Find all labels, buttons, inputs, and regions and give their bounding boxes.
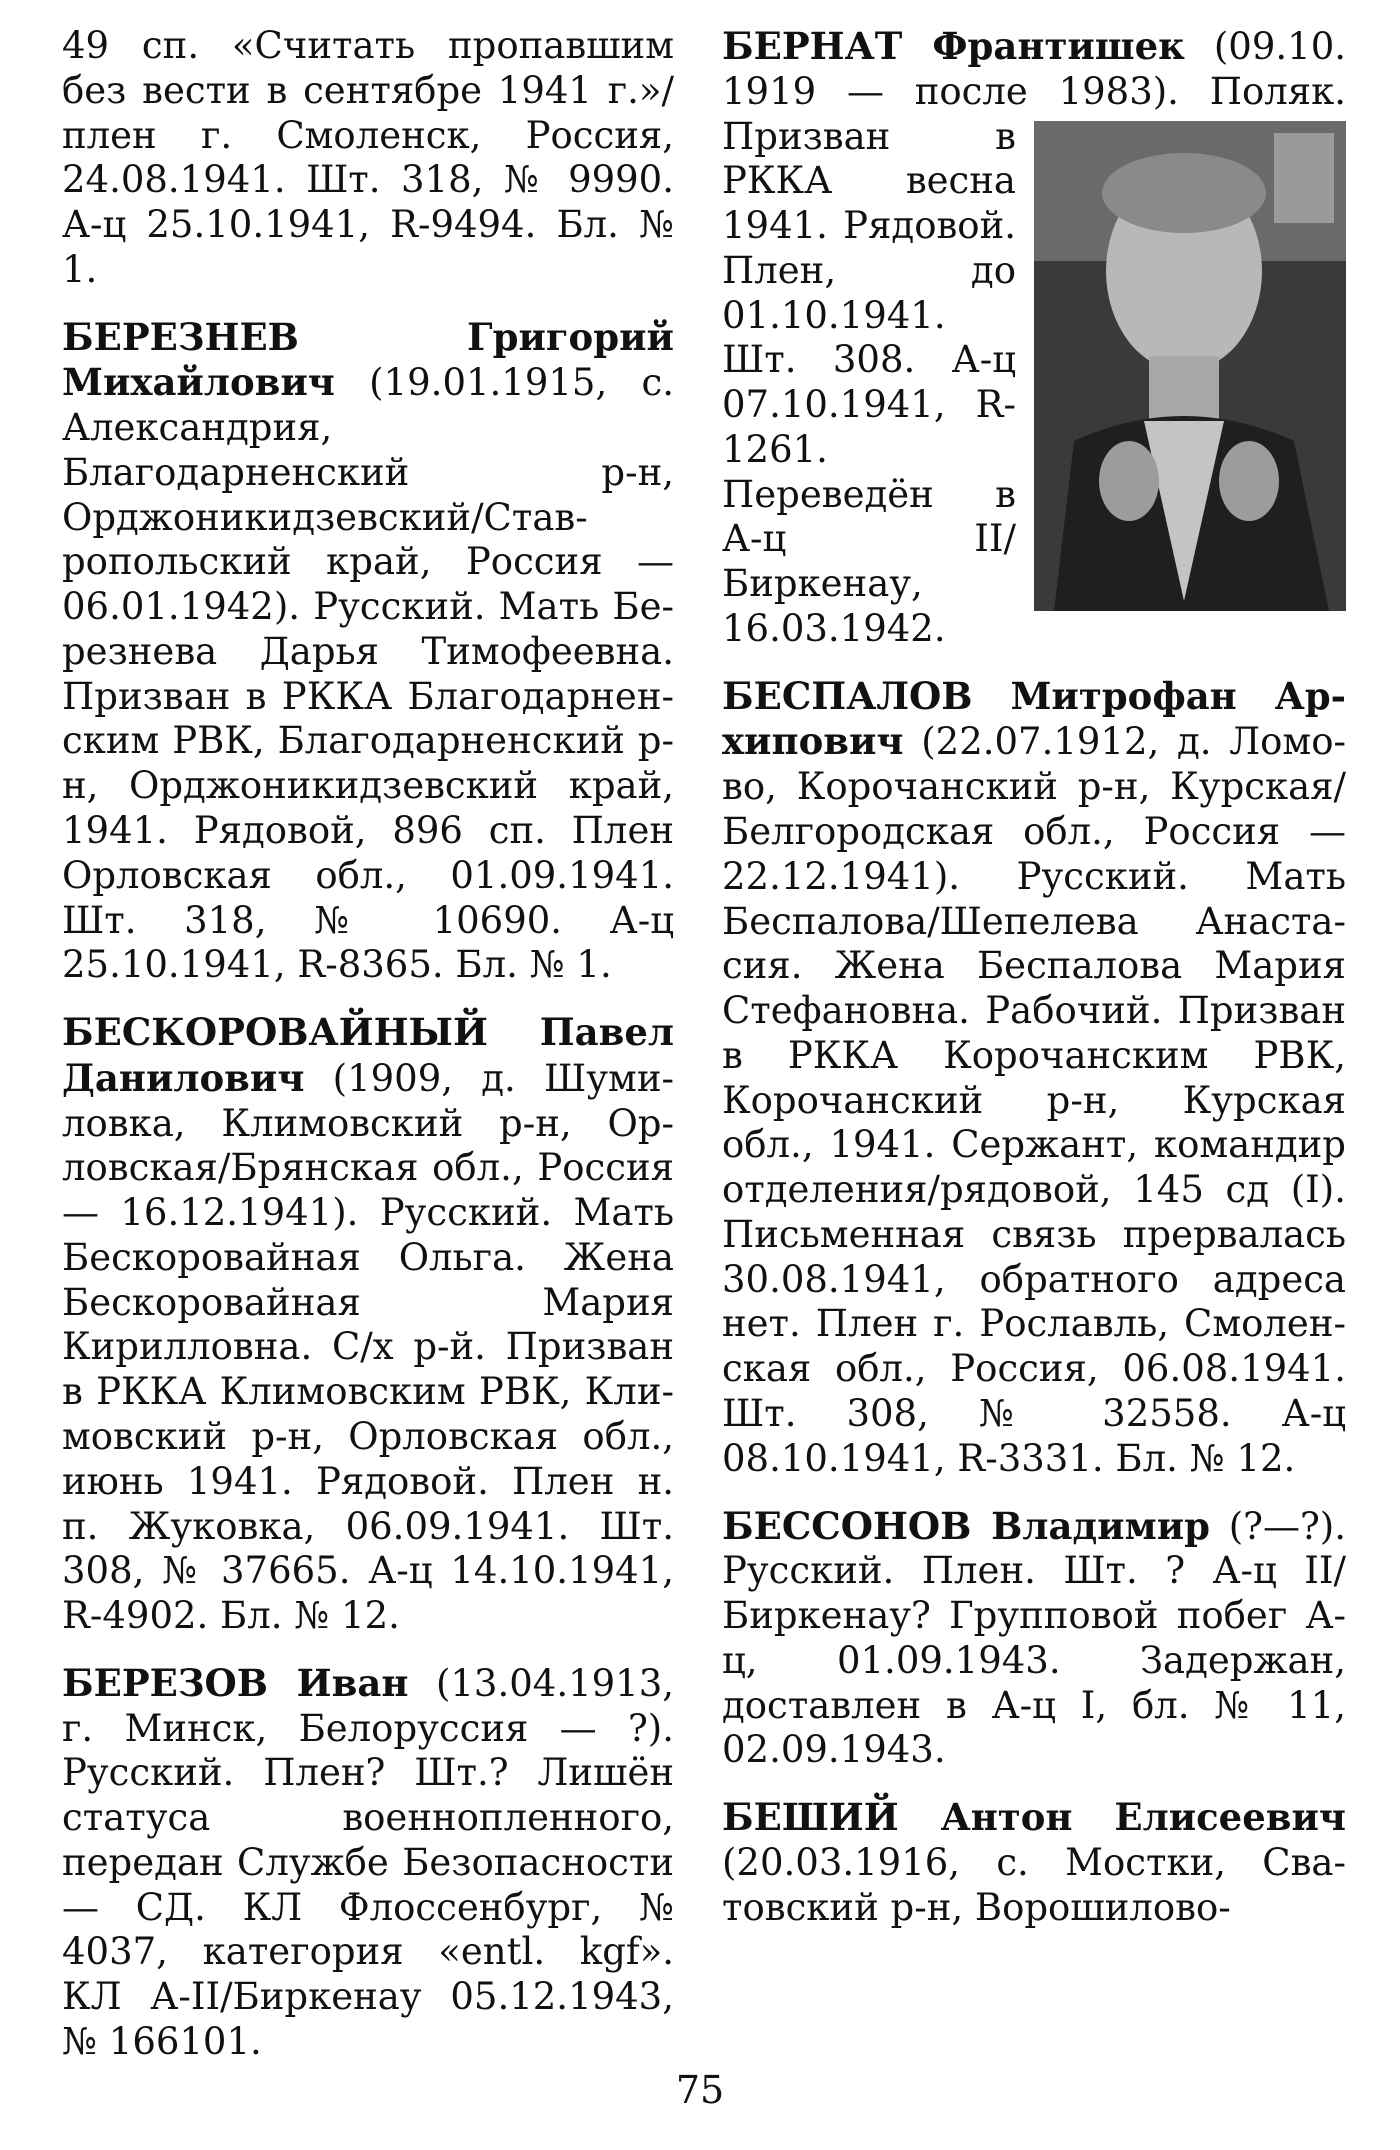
entry-text-intro: (09.10. 1919 — после 1983). Поляк. <box>722 25 1346 113</box>
entry-text: (20.03.1916, с. Мостки, Сватовский р-н, Ворошилово- <box>722 1840 1346 1929</box>
entry-beskorovainy <box>62 1010 674 1639</box>
entry-continuation <box>62 24 674 293</box>
entry-name: БЕРНАТ Франтишек <box>722 24 1185 68</box>
entry-name: БЕРЕЗНЕВ Григорий Михайлович <box>62 314 674 405</box>
page-number: 75 <box>675 2068 725 2112</box>
entry-name: БЕСПАЛОВ Митрофан Архипович <box>722 673 1346 764</box>
entry-text: (?—?). Русский. Плен. Шт. ? А-ц II/Биркенау? Групповой побег А-ц, 01.09.1943. Задержан, доставлен в А-ц I, бл. № 11, 02.09.1943. <box>722 1504 1346 1772</box>
entry-bessonov <box>722 1504 1346 1774</box>
entry-text: (1909, д. Шумиловка, Климовский р-н, Орловская/Брянская обл., Россия — 16.12.1941). Русский. Мать Бескоровайная Ольга. Жена Бескоровайная Мария Кирилловна. С/х р-й. Призван в РККА Климовским РВК, Климовский р-н, Орловская обл., июнь 1941. Рядовой. Плен н. п. Жуковка, 06.09.1941. Шт. 308, № 37665. А-ц 14.10.1941, R-4902. Бл. № 12. <box>62 1056 674 1638</box>
entry-text: (22.07.1912, д. Ломово, Корочанский р-н, Курская/ Белгородская обл., Россия — 22.12.1941). Русский. Мать Беспалова/Шепелева Анастасия. Жена Беспалова Мария Стефановна. Рабочий. Призван в РККА Корочанским РВК, Корочанский р-н, Курская обл., 1941. Сержант, командир отделения/рядовой, 145 сд (I). Письменная связь прервалась 30.08.1941, обратного адреса нет. Плен г. Рославль, Смоленская обл., Россия, 06.08.1941. Шт. 308, № 32558. А-ц 08.10.1941, R-3331. Бл. № 12. <box>722 720 1346 1480</box>
entry-bernat <box>722 24 1346 652</box>
entry-text: (19.01.1915, с. Александрия, Благодарненский р-н, Орджоникидзевский/Ставропольский край, Россия — 06.01.1942). Русский. Мать Березнева Дарья Тимофеевна. Призван в РККА Благодарненским РВК, Благодарненский р-н, Орджоникидзевский край, 1941. Рядовой, 896 сп. Плен Орловская обл., 01.09.1941. Шт. 318, № 10690. А-ц 25.10.1941, R-8365. Бл. № 1. <box>62 361 674 987</box>
entry-name: БЕРЕЗОВ Иван <box>62 1660 409 1705</box>
entry-bespalov <box>722 674 1346 1482</box>
entry-name: БЕССОНОВ Владимир <box>722 1503 1211 1548</box>
entry-name: БЕШИЙ Антон Елисеевич <box>722 1795 1346 1840</box>
portrait-photo-icon <box>1034 121 1346 611</box>
entry-beshiy <box>722 1795 1346 1930</box>
entry-text: 49 сп. «Считать пропавшим без вести в сентябре 1941 г.»/плен г. Смоленск, Россия, 24.08.1941. Шт. 318, № 9990. А-ц 25.10.1941, R-9494. Бл. № 1. <box>62 24 674 291</box>
entry-text: (13.04.1913, г. Минск, Белоруссия — ?). Русский. Плен? Шт.? Лишён статуса военнопленного, передан Службе Безопасности — СД. КЛ Флоссенбург, № 4037, категория «entl. kgf». КЛ А-II/Биркенау 05.12.1943, № 166101. <box>62 1661 674 2063</box>
right-column <box>722 24 1346 1952</box>
entry-bereznev <box>62 315 674 988</box>
portrait-photo <box>1034 121 1346 611</box>
entry-name: БЕСКОРОВАЙНЫЙ Павел Данилович <box>62 1010 674 1100</box>
entry-text: Призван в РККА весна 1941. Рядовой. Плен, до 01.10.1941. Шт. 308. А-ц 07.10.1941, R-1261. Переведён в А-ц II/ Биркенау, 16.03.1942. <box>722 114 1016 650</box>
entry-berezov <box>62 1661 674 2065</box>
left-column <box>62 24 674 2087</box>
